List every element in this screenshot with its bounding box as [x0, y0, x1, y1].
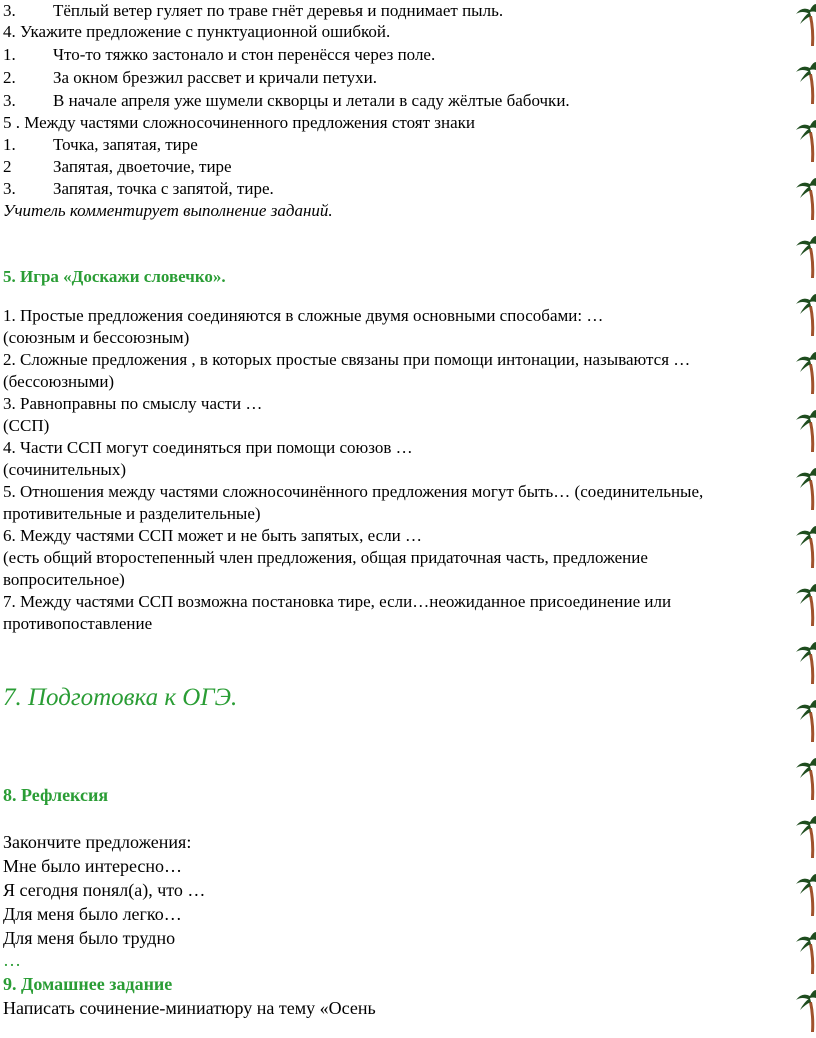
reflection-line-4: Для меня было легко…	[3, 904, 182, 924]
task4-item-2: 2. За окном брезжил рассвет и кричали петухи.	[3, 68, 378, 87]
palm-tree-icon	[796, 874, 816, 916]
section8-title: 8. Рефлексия	[3, 785, 109, 805]
reflection-line-1: Закончите предложения:	[3, 832, 192, 852]
game-line-2: (союзным и бессоюзным)	[3, 328, 190, 347]
game-line-3: 2. Сложные предложения , в которых простые связаны при помощи интонации, называются …	[3, 350, 691, 369]
palm-tree-icon	[796, 642, 816, 684]
palm-tree-icon	[796, 352, 816, 394]
game-line-15: противопоставление	[3, 614, 153, 633]
task5-item-3: 3. Запятая, точка с запятой, тире.	[3, 179, 274, 198]
game-line-9: 5. Отношения между частями сложносочинённого предложения могут быть… (соединительные,	[3, 482, 704, 501]
palm-tree-icon	[796, 236, 816, 278]
section9-title: 9. Домашнее задание	[3, 974, 173, 994]
palm-tree-icon	[796, 700, 816, 742]
reflection-ellipsis: …	[3, 950, 21, 970]
task4-heading: 4. Укажите предложение с пунктуационной ошибкой.	[3, 22, 391, 41]
game-line-7: 4. Части ССП могут соединяться при помощи союзов …	[3, 438, 413, 457]
palm-tree-icon	[796, 4, 816, 46]
reflection-line-3: Я сегодня понял(а), что …	[3, 880, 206, 900]
palm-tree-icon	[796, 294, 816, 336]
game-line-6: (ССП)	[3, 416, 50, 435]
game-line-10: противительные и разделительные)	[3, 504, 261, 523]
game-line-4: (бессоюзными)	[3, 372, 115, 391]
task4-item-1: 1. Что-то тяжко застонало и стон перенёсся через поле.	[3, 45, 436, 64]
palm-tree-icon	[796, 758, 816, 800]
game-line-13: вопросительное)	[3, 570, 125, 589]
game-line-12: (есть общий второстепенный член предложения, общая придаточная часть, предложение	[3, 548, 648, 567]
palm-tree-icon	[796, 120, 816, 162]
task5-heading: 5 . Между частями сложносочиненного предложения стоят знаки	[3, 113, 475, 132]
palm-tree-icon	[796, 526, 816, 568]
palm-tree-icon	[796, 816, 816, 858]
palm-tree-icon	[796, 468, 816, 510]
task5-item-2: 2 Запятая, двоеточие, тире	[3, 157, 232, 176]
palm-tree-icon	[796, 990, 816, 1032]
task3-item3: 3. Тёплый ветер гуляет по траве гнёт деревья и поднимает пыль.	[3, 1, 504, 20]
homework-text: Написать сочинение-миниатюру на тему «Осень	[3, 998, 376, 1018]
palm-tree-icon	[796, 178, 816, 220]
palm-tree-icon	[796, 932, 816, 974]
section7-title: 7. Подготовка к ОГЭ.	[3, 684, 238, 711]
game-line-11: 6. Между частями ССП может и не быть запятых, если …	[3, 526, 423, 545]
game-title: 5. Игра «Доскажи словечко».	[3, 267, 226, 286]
reflection-line-5: Для меня было трудно	[3, 928, 176, 948]
game-line-8: (сочинительных)	[3, 460, 127, 479]
task4-item-3: 3. В начале апреля уже шумели скворцы и летали в саду жёлтые бабочки.	[3, 91, 570, 110]
reflection-line-2: Мне было интересно…	[3, 856, 183, 876]
palm-tree-icon	[796, 584, 816, 626]
game-line-1: 1. Простые предложения соединяются в сложные двумя основными способами: …	[3, 306, 604, 325]
palm-tree-border	[794, 0, 816, 1038]
game-line-14: 7. Между частями ССП возможна постановка тире, если…неожиданное присоединение или	[3, 592, 672, 611]
palm-tree-icon	[796, 62, 816, 104]
game-line-5: 3. Равноправны по смыслу части …	[3, 394, 263, 413]
teacher-comment: Учитель комментирует выполнение заданий.	[3, 201, 333, 220]
palm-tree-icon	[796, 410, 816, 452]
task5-item-1: 1. Точка, запятая, тире	[3, 135, 198, 154]
